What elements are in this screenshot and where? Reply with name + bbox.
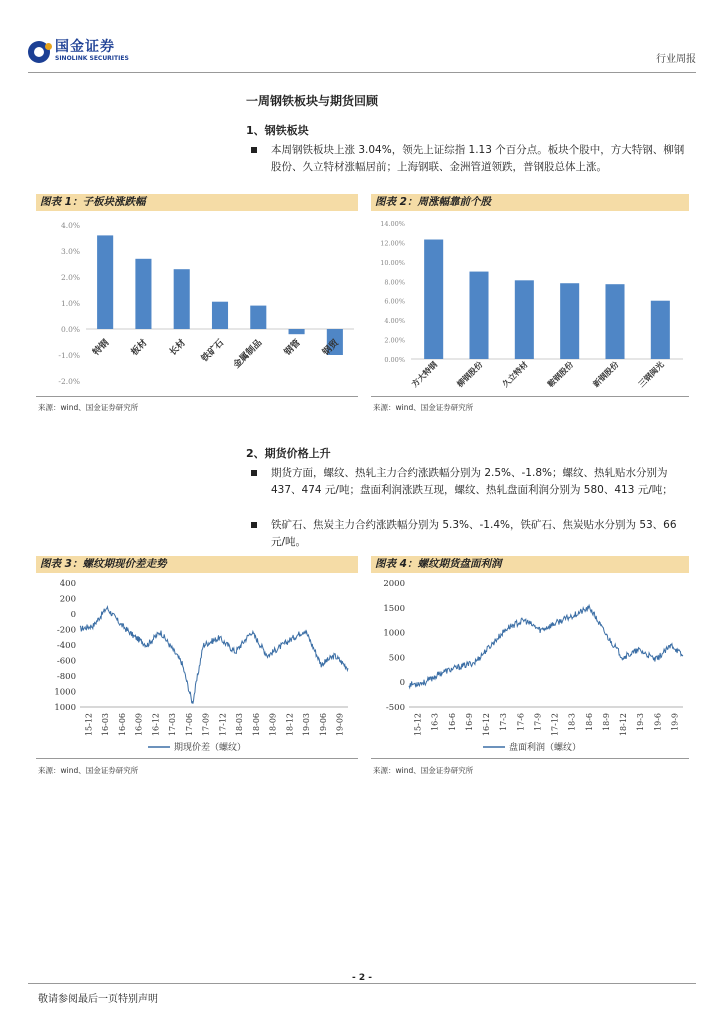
y-tick-label: 0 (70, 610, 76, 620)
logo-en-text: SINOLINK SECURITIES (55, 55, 129, 62)
x-tick-label: 18-3 (567, 713, 577, 731)
y-tick-label: 500 (388, 653, 405, 664)
y-tick-label: -2.0% (58, 377, 80, 386)
bar (212, 302, 228, 329)
bullet-text: 铁矿石、焦炭主力合约涨跌幅分别为 5.3%、-1.4%，铁矿石、焦炭贴水分别为 53、66 元/吨。 (271, 519, 677, 548)
y-tick-label: 2.00% (384, 336, 405, 345)
top-stocks-bar-chart (371, 211, 689, 397)
section-1-bullet (251, 142, 687, 176)
figure-4-chart (371, 573, 689, 759)
y-tick-label: 2.0% (60, 273, 80, 282)
page-header (28, 40, 696, 70)
x-tick-label: 17-09 (201, 713, 211, 737)
x-tick-label: 15-12 (413, 713, 423, 737)
figure-3-source: 来源：wind、国金证券研究所 (38, 766, 139, 775)
bullet-square-icon (251, 470, 257, 476)
x-tick-label: 16-3 (430, 713, 440, 731)
y-tick-label: 1000 (383, 628, 405, 639)
x-tick-label: 19-03 (302, 713, 312, 737)
figure-3-chart (36, 573, 358, 759)
company-logo (28, 40, 129, 63)
spread-line-chart (36, 573, 358, 759)
x-tick-label: 19-3 (636, 713, 646, 731)
category-label: 铁矿石 (199, 338, 227, 365)
bar (250, 306, 266, 329)
figure-4-source: 来源：wind、国金证券研究所 (373, 766, 474, 775)
section-2-bullet-2 (251, 517, 687, 551)
category-label: 金属制品 (231, 338, 265, 371)
section-1-title: 1、钢铁板块 (246, 124, 309, 137)
x-tick-label: 18-12 (619, 713, 629, 737)
y-tick-label: 0.00% (384, 356, 405, 364)
category-label: 久立特材 (500, 359, 530, 390)
category-label: 钢管 (282, 338, 303, 358)
x-tick-label: 19-6 (653, 713, 663, 731)
x-tick-label: 15-12 (84, 713, 94, 737)
x-tick-label: 18-03 (235, 713, 245, 737)
category-label: 柳钢股份 (454, 359, 485, 390)
section-2-bullet-1 (251, 465, 687, 499)
x-tick-label: 16-09 (134, 713, 144, 737)
y-tick-label: -400 (56, 641, 76, 651)
category-label: 方大特钢 (409, 359, 440, 390)
y-tick-label: 400 (59, 579, 76, 589)
x-tick-label: 18-12 (285, 713, 295, 737)
category-label: 钢贸 (321, 338, 341, 358)
x-tick-label: 16-9 (464, 713, 474, 731)
y-tick-label: 4.00% (384, 317, 405, 326)
section-2-title: 2、期货价格上升 (246, 447, 331, 460)
bullet-square-icon (251, 147, 257, 153)
x-tick-label: 17-3 (499, 713, 509, 731)
y-tick-label: 0.0% (60, 325, 80, 334)
y-tick-label: -800 (56, 672, 76, 682)
legend-label: 盘面利润（螺纹） (509, 743, 582, 753)
y-tick-label: 200 (59, 594, 76, 605)
x-tick-label: 16-06 (117, 713, 127, 737)
footer-divider (28, 983, 696, 984)
x-tick-label: 17-9 (533, 713, 543, 731)
category-label: 长材 (168, 338, 188, 358)
subsector-bar-chart (36, 211, 358, 397)
bar (424, 240, 443, 359)
series-line (80, 607, 348, 704)
y-tick-label: 3.0% (60, 247, 80, 256)
x-tick-label: 17-06 (184, 713, 194, 737)
figure-4-title: 图表 4：螺纹期货盘面利润 (371, 556, 689, 573)
bar (605, 284, 624, 359)
x-tick-label: 17-6 (516, 713, 526, 731)
x-tick-label: 17-03 (168, 713, 178, 737)
y-tick-label: 10.00% (380, 258, 405, 267)
header-divider (28, 72, 696, 73)
figure-3-title: 图表 3：螺纹期现价差走势 (36, 556, 358, 573)
x-tick-label: 16-12 (151, 713, 161, 737)
category-label: 板材 (129, 338, 150, 358)
y-tick-label: 14.00% (380, 220, 405, 228)
bar (651, 301, 670, 359)
category-label: 特钢 (91, 338, 112, 358)
x-tick-label: 16-12 (482, 713, 492, 737)
page-number: - 2 - (352, 973, 372, 983)
figure-2-chart (371, 211, 689, 397)
y-tick-label: -1.0% (58, 351, 80, 360)
logo-cn-text: 国金证券 (55, 39, 115, 55)
bar (97, 235, 113, 329)
x-tick-label: 17-12 (218, 713, 228, 737)
y-tick-label: 1000 (54, 703, 76, 713)
x-tick-label: 18-06 (251, 713, 261, 737)
y-tick-label: 8.00% (384, 278, 405, 287)
y-tick-label: 2000 (383, 579, 405, 589)
category-label: 新钢股份 (590, 359, 621, 390)
figure-1-title: 图表 1：子板块涨跌幅 (36, 194, 358, 211)
y-tick-label: 12.00% (380, 239, 405, 248)
series-line (409, 605, 683, 687)
category-label: 鞍钢股份 (545, 359, 576, 390)
y-tick-label: 1.0% (60, 299, 80, 308)
bullet-text: 期货方面，螺纹、热轧主力合约涨跌幅分别为 2.5%、-1.8%；螺纹、热轧贴水分别为 437、474 元/吨；盘面利润涨跌互现，螺纹、热轧盘面利润分别为 580、413 元/吨； (271, 467, 673, 496)
y-tick-label: 0 (399, 678, 405, 689)
category-label: 三钢闽光 (636, 359, 666, 390)
bar (469, 272, 488, 359)
bar (289, 329, 305, 334)
y-tick-label: -500 (385, 703, 405, 713)
bar (560, 283, 579, 359)
x-tick-label: 19-9 (670, 713, 680, 731)
y-tick-label: 1500 (383, 603, 405, 614)
figure-2-title: 图表 2：周涨幅靠前个股 (371, 194, 689, 211)
x-tick-label: 18-9 (601, 713, 611, 731)
bullet-square-icon (251, 522, 257, 528)
figure-2-source: 来源：wind、国金证券研究所 (373, 403, 474, 412)
bar (515, 280, 534, 359)
bar (135, 259, 151, 329)
footer-disclaimer: 敬请参阅最后一页特别声明 (38, 994, 158, 1005)
figure-1-source: 来源：wind、国金证券研究所 (38, 403, 139, 412)
y-tick-label: -600 (56, 656, 76, 667)
y-tick-label: 1000 (54, 687, 76, 698)
x-tick-label: 18-6 (584, 713, 594, 731)
x-tick-label: 16-03 (101, 713, 111, 737)
report-type: 行业周报 (656, 54, 696, 65)
figure-1-chart (36, 211, 358, 397)
y-tick-label: 6.00% (384, 297, 405, 306)
y-tick-label: 4.0% (60, 221, 80, 230)
legend-label: 期现价差（螺纹） (174, 743, 247, 753)
bar (174, 269, 190, 329)
x-tick-label: 19-06 (318, 713, 328, 737)
y-tick-label: -200 (56, 625, 76, 636)
x-tick-label: 17-12 (550, 713, 560, 737)
x-tick-label: 19-09 (335, 713, 345, 737)
x-tick-label: 18-09 (268, 713, 278, 737)
x-tick-label: 16-6 (447, 713, 457, 731)
bullet-text: 本周钢铁板块上涨 3.04%，领先上证综指 1.13 个百分点。板块个股中，方大特钢、柳钢股份、久立特材涨幅居前；上海钢联、金洲管道领跌，普钢股总体上涨。 (271, 144, 685, 173)
profit-line-chart (371, 573, 689, 759)
page-title: 一周钢铁板块与期货回顾 (246, 94, 379, 108)
logo-mark-icon (28, 41, 50, 63)
